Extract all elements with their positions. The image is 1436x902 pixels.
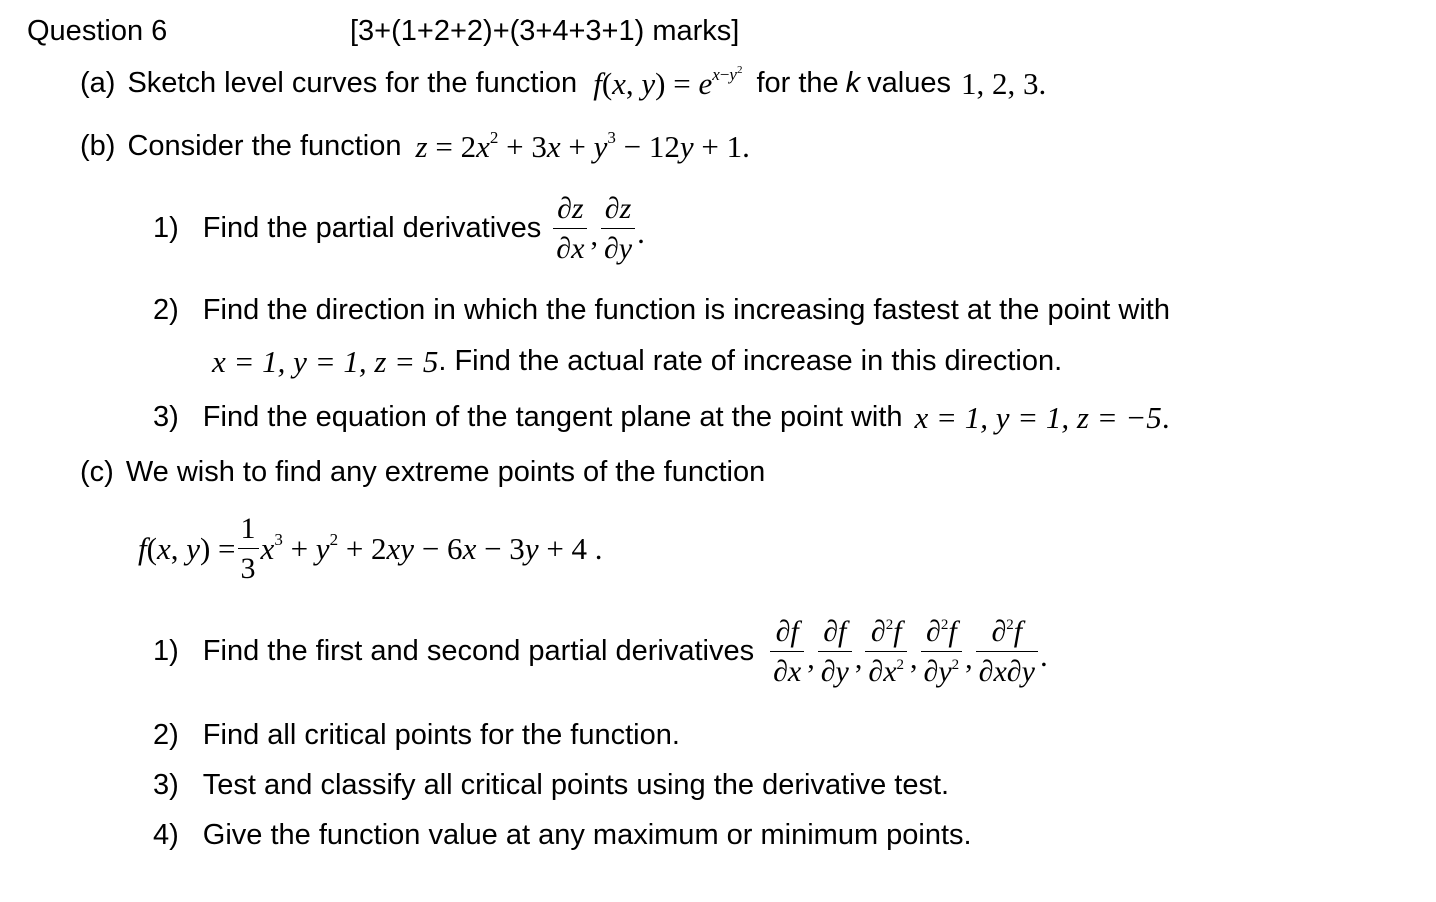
part-c — [80, 452, 765, 492]
partial-f-x: $\frac{\partial f}{\partial x}$ — [770, 615, 804, 688]
partial-f-y: $\frac{\partial f}{\partial y}$ — [818, 615, 852, 688]
point-condition: x = 1, y = 1, z = 5 — [212, 343, 439, 379]
part-c-item-3 — [153, 765, 949, 805]
part-c-text: We wish to find any extreme points of the function — [125, 455, 766, 488]
part-c-label: (c) — [80, 455, 114, 488]
item-number: 1) — [153, 211, 179, 244]
part-b-item-2-continued — [212, 341, 1062, 381]
item-number: 3) — [153, 400, 179, 433]
part-a-function: f(x, $y) = e^{x-y^2}$ — [593, 63, 743, 101]
part-b-label: (b) — [80, 129, 116, 162]
item-text: Find the direction in which the function is increasing fastest at the point with — [202, 293, 1170, 326]
part-c-item-2 — [153, 715, 680, 755]
item-text: Give the function value at any maximum or minimum points. — [202, 818, 972, 851]
second-partial-f-yy: $\frac{\partial^2f}{\partial y^2}$ — [921, 615, 963, 688]
part-a-k-values: 1, 2, 3 — [960, 65, 1039, 101]
part-a-text: Sketch level curves for the function — [127, 66, 578, 99]
part-c-item-1: 1) Find the first and second partial derivatives $\frac{\partial f}{\partial x}$ , $\frac{\partial f}{\partial y}$ , $\frac{\partial^2f}{\partial x^2}$ , $\frac{\partial^2f}{\partial y^2}$ , $\frac{\partial^2f}{\partial x\partial y}$ . — [153, 614, 1048, 688]
point-condition: x = 1, y = 1, z = −5 — [914, 399, 1162, 435]
part-a-period: . — [1038, 65, 1047, 101]
part-b-function: $z = 2x^2 + 3x + y^3 - 12y + 1$. — [415, 127, 750, 164]
item-text: Find the equation of the tangent plane at the point with — [202, 400, 903, 433]
item-number: 1) — [153, 634, 179, 667]
item-text: Test and classify all critical points using the derivative test. — [202, 768, 950, 801]
part-a-label: (a) — [80, 66, 116, 99]
second-partial-f-xx: $\frac{\partial^2f}{\partial x^2}$ — [865, 615, 907, 688]
part-b-item-2 — [153, 290, 1170, 330]
part-b-item-3 — [153, 396, 1170, 438]
item-text: Find the first and second partial derivatives — [202, 634, 755, 667]
mixed-partial-f-xy: $\frac{\partial^2f}{\partial x\partial y}$ — [976, 615, 1038, 688]
item-number: 2) — [153, 293, 179, 326]
item-text: Find all critical points for the function. — [202, 718, 680, 751]
item-text: Find the partial derivatives — [202, 211, 542, 244]
item-period: . — [1161, 399, 1170, 435]
item-number: 4) — [153, 818, 179, 851]
question-title: Question 6 — [27, 15, 168, 47]
partial-z-x: $\frac{\partial z}{\partial x}$ — [553, 192, 587, 265]
part-a-k: k — [845, 66, 861, 99]
item-number: 3) — [153, 768, 179, 801]
partial-z-y: $\frac{\partial z}{\partial y}$ — [601, 192, 635, 265]
item-number: 2) — [153, 718, 179, 751]
part-a — [80, 62, 1046, 104]
part-a-values-word: values — [867, 66, 951, 99]
part-b-item-1: 1) Find the partial derivatives $\frac{\partial z}{\partial x}$ , $\frac{\partial z}{\partial y}$ . — [153, 191, 645, 265]
part-c-item-4 — [153, 815, 972, 855]
part-c-function: f(x, y) = $\frac{1}{3}$ $x^3 + y^2 + 2xy - 6x - 3y + 4$ . — [138, 511, 603, 585]
marks-breakdown: [3+(1+2+2)+(3+4+3+1) marks] — [350, 15, 740, 47]
part-b — [80, 125, 750, 167]
one-third-fraction: $\frac{1}{3}$ — [238, 512, 259, 585]
part-a-tail: for the — [756, 66, 839, 99]
part-b-text: Consider the function — [127, 129, 402, 162]
item-text-continued: . Find the actual rate of increase in this direction. — [438, 344, 1063, 377]
